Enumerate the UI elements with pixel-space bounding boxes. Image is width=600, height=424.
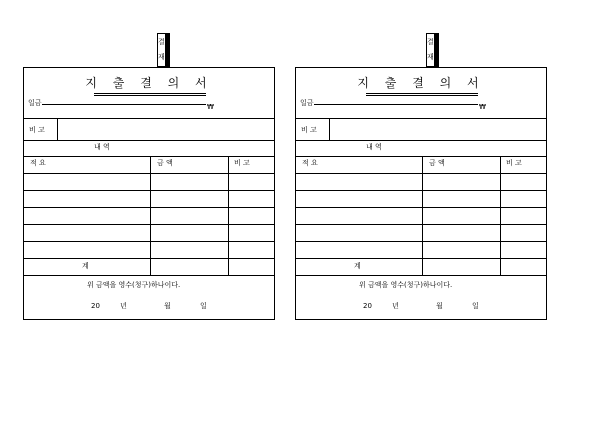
remarks-label: 비 고: [301, 126, 317, 134]
form-frame: [295, 67, 547, 320]
table-row[interactable]: [24, 190, 274, 191]
approval-label-2: 재: [427, 53, 434, 61]
date-year: 년: [392, 302, 399, 310]
date-year-prefix: 20: [363, 302, 372, 310]
amount-field[interactable]: [42, 104, 206, 105]
total-label: 계: [354, 262, 361, 270]
total-label: 계: [82, 262, 89, 270]
table-row[interactable]: [296, 173, 546, 174]
table-row[interactable]: [296, 241, 546, 242]
approval-box: [157, 33, 170, 67]
amount-label: 일금: [300, 99, 314, 107]
table-row[interactable]: [296, 258, 546, 259]
approval-signature-slot[interactable]: [437, 34, 438, 67]
form-title: 지 출 결 의 서: [357, 76, 485, 90]
table-row[interactable]: [296, 190, 546, 191]
column-divider: [422, 156, 423, 275]
approval-label-cell: [158, 34, 166, 67]
divider: [24, 140, 274, 141]
approval-label-cell: [427, 34, 435, 67]
amount-field[interactable]: [314, 104, 478, 105]
divider: [296, 275, 546, 276]
approval-signature-slot[interactable]: [168, 34, 169, 67]
won-sign: ₩: [479, 103, 486, 111]
receipt-statement: 위 금액을 영수(청구)하나이다.: [359, 281, 453, 289]
column-divider: [228, 156, 229, 275]
form-frame: [23, 67, 275, 320]
receipt-statement: 위 금액을 영수(청구)하나이다.: [87, 281, 181, 289]
divider: [329, 118, 330, 140]
date-month: 월: [164, 302, 171, 310]
column-amount: 금 액: [429, 159, 445, 167]
table-row[interactable]: [296, 207, 546, 208]
date-year: 년: [120, 302, 127, 310]
divider: [296, 140, 546, 141]
date-month: 월: [436, 302, 443, 310]
table-row[interactable]: [24, 241, 274, 242]
column-divider: [500, 156, 501, 275]
title-underline: [94, 93, 206, 96]
divider: [24, 156, 274, 157]
remarks-label: 비 고: [29, 126, 45, 134]
date-year-prefix: 20: [91, 302, 100, 310]
table-row[interactable]: [24, 224, 274, 225]
divider: [57, 118, 58, 140]
approval-box: [426, 33, 439, 67]
approval-label-1: 결: [427, 38, 434, 46]
date-day: 일: [200, 302, 207, 310]
divider: [296, 156, 546, 157]
column-divider: [150, 156, 151, 275]
date-day: 일: [472, 302, 479, 310]
column-remarks: 비 고: [234, 159, 250, 167]
table-row[interactable]: [24, 207, 274, 208]
form-title: 지 출 결 의 서: [85, 76, 213, 90]
column-amount: 금 액: [157, 159, 173, 167]
divider: [296, 118, 546, 119]
table-row[interactable]: [24, 173, 274, 174]
won-sign: ₩: [207, 103, 214, 111]
column-remarks: 비 고: [506, 159, 522, 167]
approval-label-2: 재: [158, 53, 165, 61]
approval-label-1: 결: [158, 38, 165, 46]
divider: [24, 118, 274, 119]
details-header: 내 역: [94, 143, 110, 151]
column-summary: 적 요: [30, 159, 46, 167]
amount-label: 일금: [28, 99, 42, 107]
title-underline: [366, 93, 478, 96]
table-row[interactable]: [24, 258, 274, 259]
column-summary: 적 요: [302, 159, 318, 167]
divider: [24, 275, 274, 276]
table-row[interactable]: [296, 224, 546, 225]
details-header: 내 역: [366, 143, 382, 151]
